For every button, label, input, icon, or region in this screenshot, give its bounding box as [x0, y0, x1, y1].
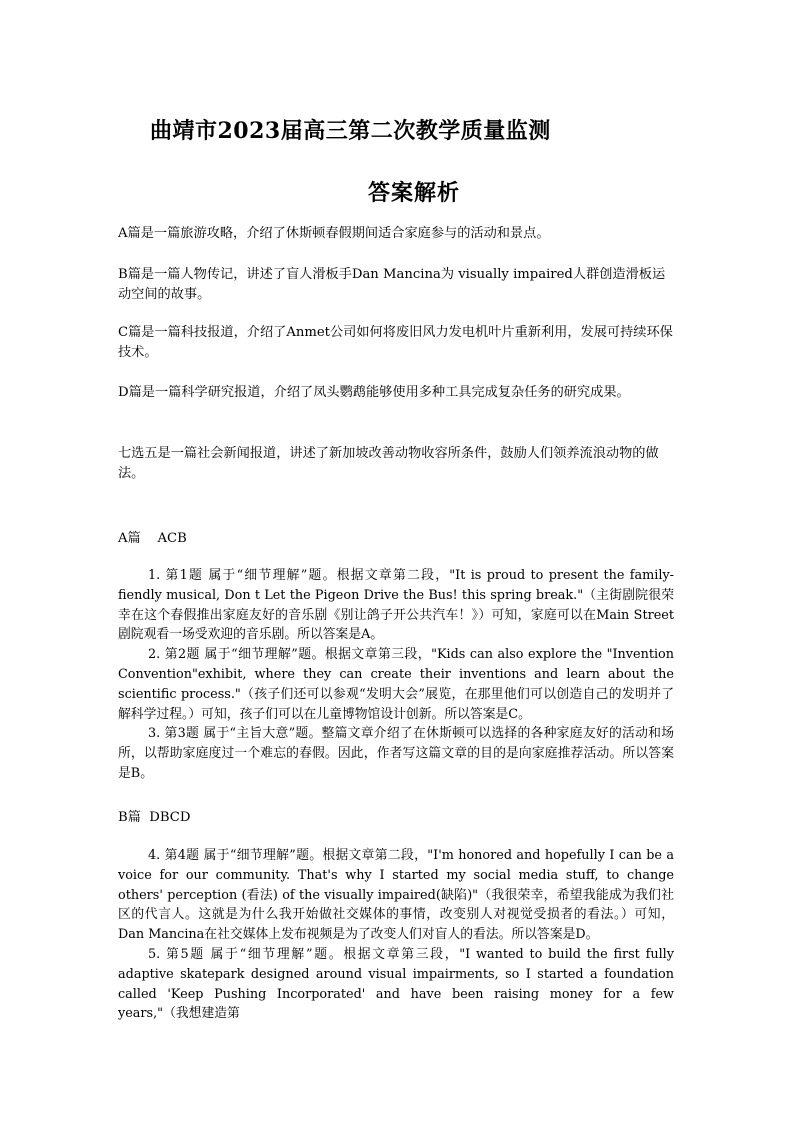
summary-passage-a: A篇是一篇旅游攻略，介绍了休斯顿春假期间适合家庭参与的活动和景点。	[118, 226, 550, 241]
section-a-heading: A篇 ACB	[118, 531, 187, 546]
document-title: 曲靖市2023届高三第二次教学质量监测	[150, 118, 551, 144]
document-subtitle: 答案解析	[368, 180, 461, 206]
section-b-heading: B篇 DBCD	[118, 810, 191, 825]
summary-passage-c: C篇是一篇科技报道，介绍了Anmet公司如何将废旧风力发电机叶片重新利用，发展可持续环保技术。	[118, 325, 673, 360]
answer-item: 4. 第4题 属于“细节理解”题。根据文章第二段，"I'm honored and hopefully I can be a voice for our community. That's why I started my social media stuff, to change others' perception (看法) of the visually impaired(缺陷)"（我很荣幸，希望我能成为我们社区的代言人。这就是为什么我开始做社交媒体的事情，改变别人对视觉受损者的看法。）可知，Dan Mancina在社交媒体上发布视频是为了改变人们对盲人的看法。所以答案是D。	[118, 848, 674, 943]
answer-item: 3. 第3题 属于“主旨大意”题。整篇文章介绍了在休斯顿可以选择的各种家庭友好的活动和场所，以帮助家庭度过一个难忘的春假。因此，作者写这篇文章的目的是向家庭推荐活动。所以答案是B。	[118, 726, 674, 781]
answer-item: 1. 第1题 属于“细节理解”题。根据文章第二段，"It is proud to present the family-fiendly musical, Don t Let the Pigeon Drive the Bus! this spring break."（主街剧院很荣幸在这个春假推出家庭友好的音乐剧《别让鸽子开公共汽车！》）可知，家庭可以在Main Street剧院观看一场受欢迎的音乐剧。所以答案是A。	[118, 568, 674, 643]
summary-passage-b: B篇是一篇人物传记，讲述了盲人滑板手Dan Mancina为 visually impaired人群创造滑板运动空间的故事。	[118, 267, 666, 302]
answer-item: 2. 第2题 属于“细节理解”题。根据文章第三段，"Kids can also explore the "Invention Convention"exhibit, where they can create their inventions and learn about the scientific process."（孩子们还可以参观“发明大会”展览，在那里他们可以创造自己的发明并了解科学过程。）可知，孩子们可以在儿童博物馆设计创新。所以答案是C。	[118, 647, 674, 722]
summary-seven-choose-five: 七选五是一篇社会新闻报道，讲述了新加坡改善动物收容所条件，鼓励人们领养流浪动物的做法。	[118, 446, 659, 481]
section-b-answers	[118, 846, 674, 1024]
summary-passage-d: D篇是一篇科学研究报道，介绍了凤头鹦鹉能够使用多种工具完成复杂任务的研究成果。	[118, 385, 630, 400]
section-a-answers	[118, 566, 674, 784]
answer-item: 5. 第5题 属于“细节理解”题。根据文章第三段，"I wanted to build the first fully adaptive skatepark designed around visual impairments, so I started a foundation called 'Keep Pushing Incorporated' and have been raising money for a few years,"（我想建造第	[118, 946, 674, 1022]
